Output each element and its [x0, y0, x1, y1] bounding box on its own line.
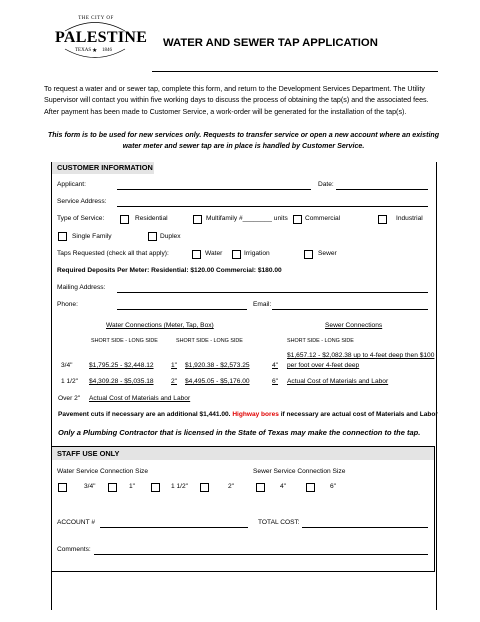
price-1-1-2: $4,309.28 - $5,035.18 — [89, 378, 154, 385]
price-6: Actual Cost of Materials and Labor — [287, 378, 389, 385]
water-size-2-checkbox[interactable] — [200, 483, 209, 492]
short-long-label-1: SHORT SIDE - LONG SIDE — [91, 338, 158, 344]
notice-text: This form is to be used for new services only. Requests to transfer service or open a new account where an existing water meter and sewer tap are in place is handled by Customer Service. — [47, 131, 440, 151]
industrial-checkbox[interactable] — [378, 215, 387, 224]
water-size-3-4-label: 3/4" — [84, 483, 96, 490]
commercial-checkbox[interactable] — [293, 215, 302, 224]
pavement-text-b: if necessary are actual cost of Materials and Labor — [278, 411, 438, 418]
sewer-connections-header: Sewer Connections — [325, 322, 383, 329]
single-family-label: Single Family — [72, 233, 112, 240]
price-1: $1,920.38 - $2,573.25 — [185, 362, 250, 369]
sewer-size-4-label: 4" — [280, 483, 287, 490]
price-4-line1: $1,657.12 - $2,082.38 up to 4-feet deep then $100 — [287, 352, 435, 359]
email-field[interactable] — [272, 309, 428, 310]
service-address-label: Service Address: — [57, 198, 107, 205]
size-1: 1" — [171, 362, 178, 369]
applicant-label: Applicant: — [57, 181, 86, 188]
over-2-size: Over 2" — [58, 395, 81, 402]
logo-year: 1846 — [102, 48, 112, 53]
deposits-text: Required Deposits Per Meter: Residential: $120.00 Commercial: $180.00 — [57, 267, 282, 274]
highway-bores-text: Highway bores — [232, 411, 279, 418]
water-size-1-1-2-label: 1 1/2" — [171, 483, 189, 490]
water-size-1-1-2-checkbox[interactable] — [151, 483, 160, 492]
account-field[interactable] — [100, 527, 248, 528]
water-size-1-checkbox[interactable] — [108, 483, 117, 492]
logo-name: PALESTINE — [55, 29, 148, 46]
water-size-1-label: 1" — [129, 483, 136, 490]
type-of-service-label: Type of Service: — [57, 215, 105, 222]
duplex-label: Duplex — [160, 233, 181, 240]
residential-checkbox[interactable] — [120, 215, 129, 224]
short-long-label-2: SHORT SIDE - LONG SIDE — [176, 338, 243, 344]
city-logo — [53, 16, 148, 60]
applicant-field[interactable] — [117, 189, 311, 190]
size-6: 6" — [272, 378, 279, 385]
sewer-label: Sewer — [318, 250, 337, 257]
service-address-field[interactable] — [117, 206, 428, 207]
sewer-size-6-label: 6" — [330, 483, 337, 490]
sewer-size-4-checkbox[interactable] — [256, 483, 265, 492]
total-cost-field[interactable] — [302, 527, 428, 528]
customer-header: CUSTOMER INFORMATION — [52, 162, 154, 174]
price-3-4: $1,795.25 - $2,448.12 — [89, 362, 154, 369]
taps-requested-label: Taps Requested (check all that apply): — [57, 250, 169, 257]
water-connections-header: Water Connections (Meter, Tap, Box) — [106, 322, 214, 329]
date-label: Date: — [318, 181, 334, 188]
logo-top-text: THE CITY OF — [78, 16, 114, 21]
comments-label: Comments: — [57, 546, 91, 553]
duplex-checkbox[interactable] — [148, 232, 157, 241]
water-checkbox[interactable] — [192, 250, 201, 259]
short-long-label-3: SHORT SIDE - LONG SIDE — [287, 338, 354, 344]
irrigation-checkbox[interactable] — [232, 250, 241, 259]
comments-field[interactable] — [94, 554, 428, 555]
logo-star-icon: ★ — [92, 48, 98, 54]
total-cost-label: TOTAL COST: — [258, 519, 300, 526]
account-label: ACCOUNT # — [57, 519, 95, 526]
size-4: 4" — [272, 362, 279, 369]
size-1-1-2: 1 1/2" — [61, 378, 79, 385]
pavement-text-a: Pavement cuts if necessary are an additional $1,441.00. — [58, 411, 233, 418]
price-2: $4,495.05 - $5,176.00 — [185, 378, 250, 385]
phone-field[interactable] — [117, 309, 247, 310]
price-4-line2: per foot over 4-feet deep — [287, 362, 360, 369]
intro-paragraph: To request a water and or sewer tap, complete this form, and return to the Development Services Department. The Utility Supervisor will contact you within five working days to discuss the process of obtaining the tap(s) and the associated fees. After payment has been made to Customer Service, a work-order will be generated for the installation of the tap(s). — [44, 85, 429, 116]
email-label: Email: — [253, 301, 272, 308]
size-3-4: 3/4" — [61, 362, 73, 369]
phone-label: Phone: — [57, 301, 78, 308]
sewer-size-6-checkbox[interactable] — [306, 483, 315, 492]
mailing-address-field[interactable] — [117, 292, 428, 293]
sewer-checkbox[interactable] — [304, 250, 313, 259]
size-2: 2" — [171, 378, 178, 385]
commercial-label: Commercial — [305, 215, 341, 222]
plumbing-note: Only a Plumbing Contractor that is licensed in the State of Texas may make the connection to the tap. — [58, 428, 421, 437]
water-size-3-4-checkbox[interactable] — [58, 483, 67, 492]
water-size-label: Water Service Connection Size — [57, 468, 149, 475]
multifamily-checkbox[interactable] — [193, 215, 202, 224]
title-underline — [152, 71, 438, 72]
irrigation-label: Irrigation — [244, 250, 270, 257]
over-2-text: Actual Cost of Materials and Labor — [89, 395, 191, 402]
sewer-size-label: Sewer Service Connection Size — [253, 468, 346, 475]
page-title: WATER AND SEWER TAP APPLICATION — [163, 37, 378, 49]
staff-header: STAFF USE ONLY — [52, 447, 434, 460]
logo-state: TEXAS — [75, 48, 92, 53]
single-family-checkbox[interactable] — [58, 232, 67, 241]
pavement-note — [58, 411, 438, 418]
water-size-2-label: 2" — [228, 483, 235, 490]
industrial-label: Industrial — [396, 215, 423, 222]
date-field[interactable] — [336, 189, 428, 190]
multifamily-label: Multifamily #________ units — [206, 215, 288, 222]
water-label: Water — [205, 250, 223, 257]
residential-label: Residential — [135, 215, 168, 222]
mailing-address-label: Mailing Address: — [57, 284, 106, 291]
